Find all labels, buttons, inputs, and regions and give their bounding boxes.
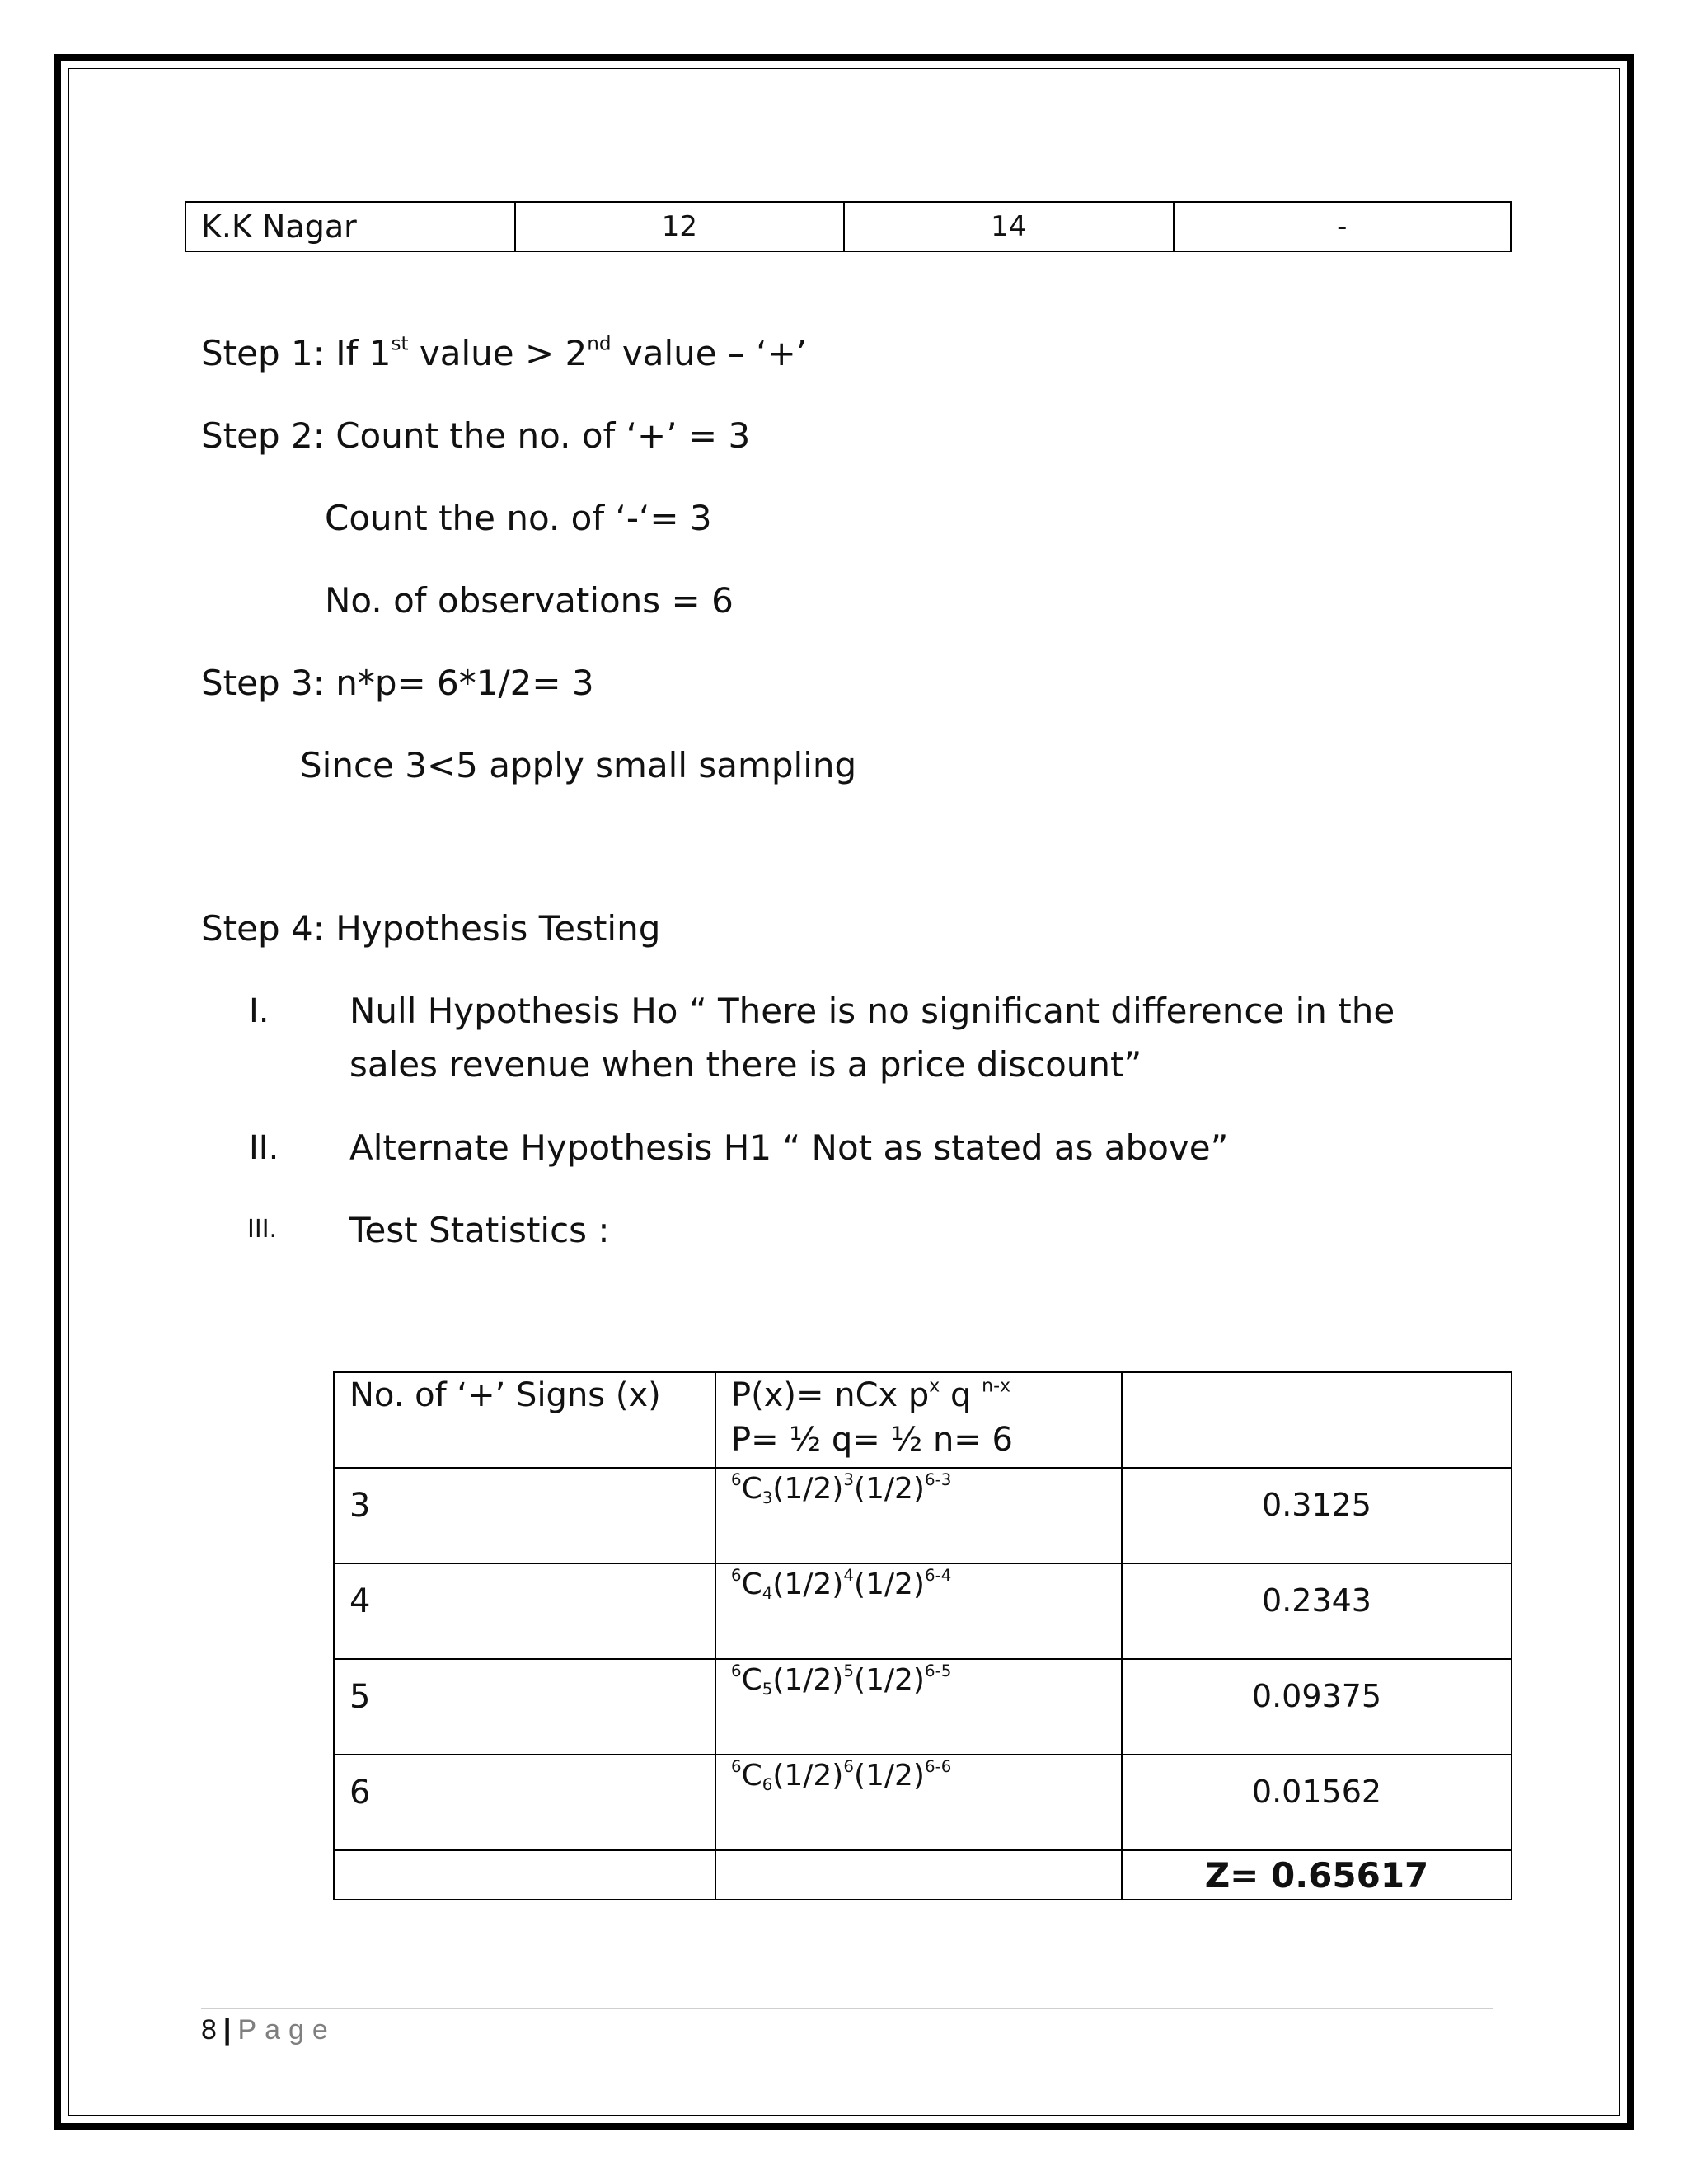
location-cell: K.K Nagar — [185, 202, 515, 251]
step2-observations: No. of observations = 6 — [325, 580, 734, 621]
signs-count-cell: 5 — [334, 1659, 715, 1755]
formula-pexp: 5 — [843, 1661, 854, 1681]
step4-text: Step 4: Hypothesis Testing — [201, 908, 661, 949]
formula-qexp: 6-3 — [924, 1470, 952, 1490]
step1-text — [201, 333, 807, 374]
page-number: 8 — [201, 2014, 217, 2046]
formula-prefix: P(x)= nCx p — [731, 1376, 930, 1414]
formula-qexp: 6-6 — [924, 1757, 952, 1777]
step2-text: Step 2: Count the no. of ‘+’ = 3 — [201, 415, 751, 456]
formula-qexp: 6-4 — [924, 1566, 952, 1586]
binomial-formula-cell — [715, 1563, 1122, 1659]
formula-formula-C: C — [741, 1759, 762, 1793]
list-numeral: III. — [247, 1215, 278, 1244]
page-footer — [201, 2014, 336, 2046]
formula-formula-base: (1/2) — [772, 1568, 844, 1601]
formula-formula-base: (1/2) — [853, 1759, 925, 1793]
step1-sup1: st — [391, 333, 409, 355]
formula-formula-base: (1/2) — [772, 1663, 844, 1697]
formula-mid: q — [940, 1376, 982, 1414]
data-row-table — [185, 201, 1512, 252]
formula-formula-base: (1/2) — [853, 1568, 925, 1601]
probability-value-cell: 0.3125 — [1122, 1468, 1512, 1563]
formula-line-2: P= ½ q= ½ n= 6 — [731, 1421, 1013, 1459]
step1-prefix: Step 1: If 1 — [201, 333, 392, 373]
footer-separator: | — [223, 2014, 232, 2046]
step3-text: Step 3: n*p= 6*1/2= 3 — [201, 663, 594, 703]
formula-formula-base: (1/2) — [772, 1759, 844, 1793]
null-hypothesis-text: Null Hypothesis Ho “ There is no significant difference in the sales revenue when there is a price discount” — [349, 991, 1395, 1085]
formula-pexp: 6 — [843, 1757, 854, 1777]
footer-rule — [201, 2008, 1493, 2009]
step1-sup2: nd — [587, 333, 612, 355]
formula-k: 6 — [762, 1774, 773, 1794]
table-row — [334, 1659, 1512, 1755]
signs-count-cell: 4 — [334, 1563, 715, 1659]
total-empty-2 — [715, 1850, 1122, 1900]
step2-minus-count: Count the no. of ‘-‘= 3 — [325, 498, 712, 538]
table-total-row — [334, 1850, 1512, 1900]
list-numeral: II. — [249, 1129, 279, 1167]
formula-formula-C: C — [741, 1568, 762, 1601]
formula-qexp: 6-5 — [924, 1661, 952, 1681]
formula-k: 4 — [762, 1583, 773, 1603]
formula-sup-x: x — [929, 1376, 940, 1397]
formula-k: 3 — [762, 1488, 773, 1507]
signs-count-cell: 3 — [334, 1468, 715, 1563]
table-row — [185, 202, 1511, 251]
step1-mid: value > 2 — [408, 333, 588, 373]
formula-formula-base: (1/2) — [772, 1472, 844, 1506]
sign-cell: - — [1174, 202, 1511, 251]
signs-count-cell: 6 — [334, 1755, 715, 1850]
table-row — [334, 1468, 1512, 1563]
binomial-formula-cell — [715, 1755, 1122, 1850]
formula-pexp: 4 — [843, 1566, 854, 1586]
value2-cell: 14 — [844, 202, 1173, 251]
formula-formula-C: C — [741, 1472, 762, 1506]
value1-cell: 12 — [515, 202, 844, 251]
table-row — [334, 1563, 1512, 1659]
list-numeral: I. — [249, 992, 270, 1030]
formula-n: 6 — [731, 1470, 742, 1490]
header-signs-count: No. of ‘+’ Signs (x) — [334, 1372, 715, 1468]
table-row — [334, 1755, 1512, 1850]
page-word: Page — [237, 2014, 336, 2046]
step3-note: Since 3<5 apply small sampling — [300, 745, 857, 785]
formula-sup-nx: n-x — [982, 1376, 1011, 1397]
header-probability-formula — [715, 1372, 1122, 1468]
formula-n: 6 — [731, 1566, 742, 1586]
formula-formula-base: (1/2) — [853, 1663, 925, 1697]
formula-line-1 — [731, 1373, 1121, 1418]
binomial-formula-cell — [715, 1468, 1122, 1563]
formula-formula-C: C — [741, 1663, 762, 1697]
binomial-formula-cell — [715, 1659, 1122, 1755]
probability-value-cell: 0.01562 — [1122, 1755, 1512, 1850]
total-empty-1 — [334, 1850, 715, 1900]
test-statistics-label: Test Statistics : — [349, 1210, 610, 1250]
formula-formula-base: (1/2) — [853, 1472, 925, 1506]
header-empty — [1122, 1372, 1512, 1468]
formula-n: 6 — [731, 1661, 742, 1681]
probability-value-cell: 0.2343 — [1122, 1563, 1512, 1659]
probability-value-cell: 0.09375 — [1122, 1659, 1512, 1755]
formula-pexp: 3 — [843, 1470, 854, 1490]
formula-k: 5 — [762, 1679, 773, 1699]
z-total: Z= 0.65617 — [1122, 1850, 1512, 1900]
alternate-hypothesis-text: Alternate Hypothesis H1 “ Not as stated as above” — [349, 1127, 1229, 1168]
formula-n: 6 — [731, 1757, 742, 1777]
test-statistics-table — [333, 1371, 1512, 1900]
step1-suffix: value – ‘+’ — [611, 333, 808, 373]
table-header-row — [334, 1372, 1512, 1468]
